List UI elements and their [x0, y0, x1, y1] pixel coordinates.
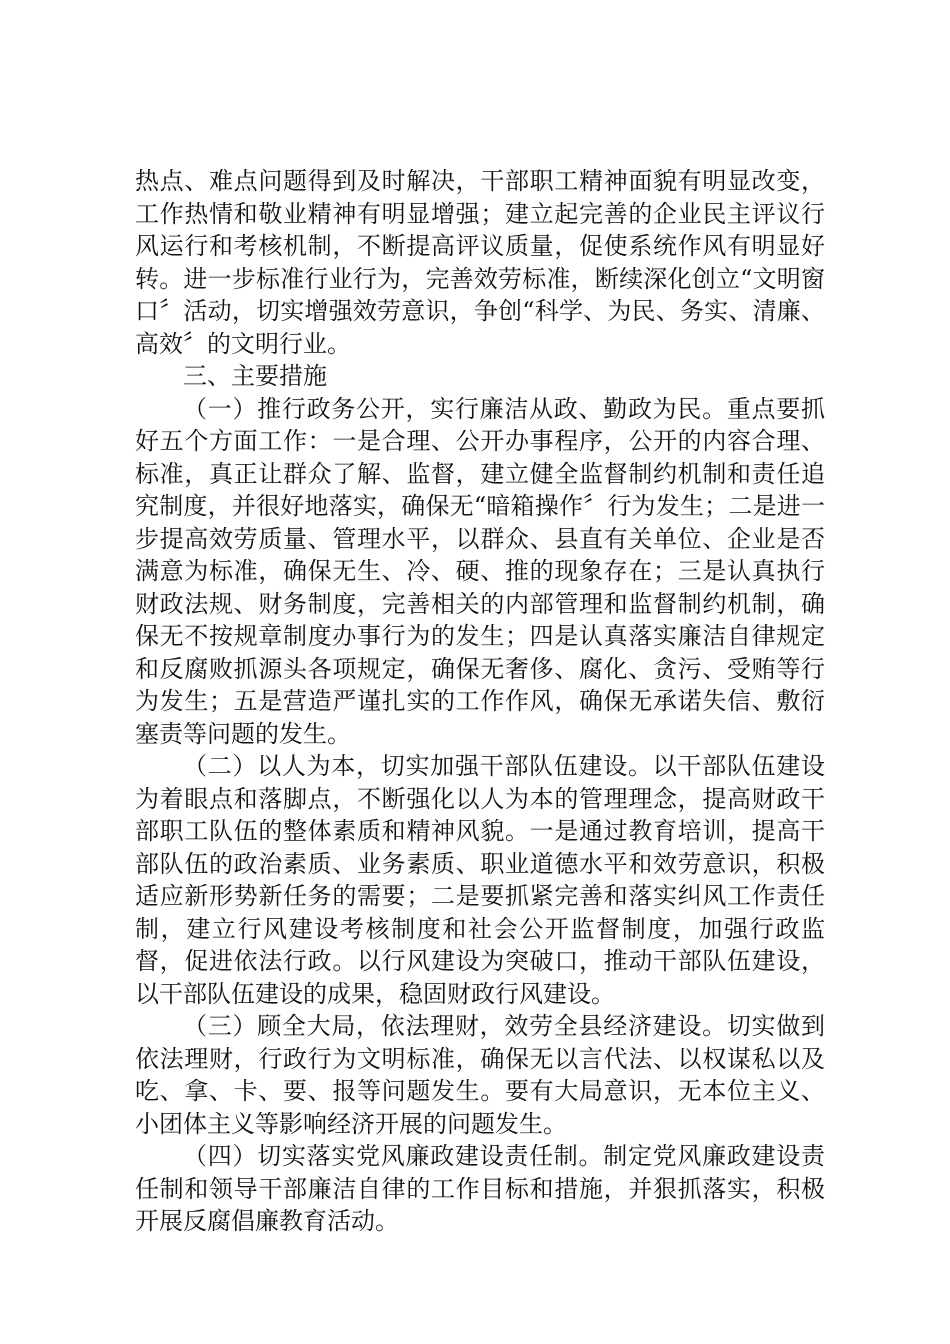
paragraph-measure-1: （一）推行政务公开，实行廉洁从政、勤政为民。重点要抓好五个方面工作：一是合理、公开办事程序，公开的内容合理、标准，真正让群众了解、监督，建立健全监督制约机制和责任追究制度，并很好地落实，确保无“暗箱操作〞行为发生；二是进一步提高效劳质量、管理水平，以群众、县直有关单位、企业是否满意为标准，确保无生、冷、硬、推的现象存在；三是认真执行财政法规、财务制度，完善相关的内部管理和监督制约机制，确保无不按规章制度办事行为的发生；四是认真落实廉洁自律规定和反腐败抓源头各项规定，确保无奢侈、腐化、贪污、受贿等行为发生；五是营造严谨扎实的工作作风，确保无承诺失信、敷衍塞责等问题的发生。 — [135, 394, 825, 748]
paragraph-measure-2: （二）以人为本，切实加强干部队伍建设。以干部队伍建设为着眼点和落脚点，不断强化以人为本的管理理念，提高财政干部职工队伍的整体素质和精神风貌。一是通过教育培训，提高干部队伍的政治素质、业务素质、职业道德水平和效劳意识，积极适应新形势新任务的需要；二是要抓紧完善和落实纠风工作责任制，建立行风建设考核制度和社会公开监督制度，加强行政监督，促进依法行政。以行风建设为突破口，推动干部队伍建设，以干部队伍建设的成果，稳固财政行风建设。 — [135, 752, 825, 1008]
paragraph-measure-3: （三）顾全大局，依法理财，效劳全县经济建设。切实做到依法理财，行政行为文明标准，确保无以言代法、以权谋私以及吃、拿、卡、要、报等问题发生。要有大局意识，无本位主义、小团体主义等影响经济开展的问题发生。 — [135, 1012, 825, 1138]
section-heading-main-measures: 三、主要措施 — [183, 362, 327, 390]
paragraph-measure-4: （四）切实落实党风廉政建设责任制。制定党风廉政建设责任制和领导干部廉洁自律的工作目标和措施，并狠抓落实，积极开展反腐倡廉教育活动。 — [135, 1142, 825, 1235]
paragraph-continued-goals: 热点、难点问题得到及时解决，干部职工精神面貌有明显改变，工作热情和敬业精神有明显增强；建立起完善的企业民主评议行风运行和考核机制，不断提高评议质量，促使系统作风有明显好转。进一步标准行业行为，完善效劳标准，断续深化创立“文明窗口〞活动，切实增强效劳意识，争创“科学、为民、务实、清廉、高效〞的文明行业。 — [135, 167, 825, 358]
document-body — [135, 165, 825, 1238]
